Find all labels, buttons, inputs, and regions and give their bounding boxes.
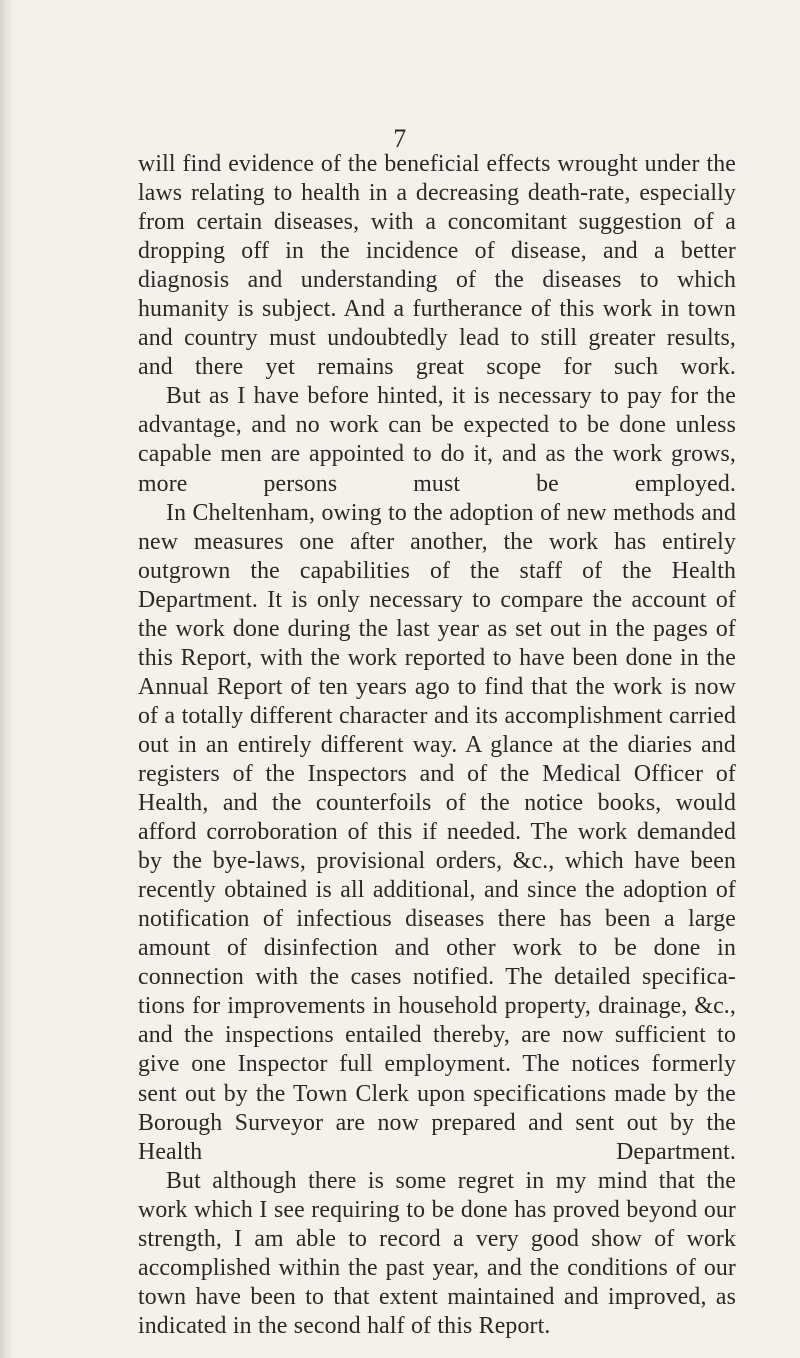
- paragraph-2: But as I have before hinted, it is necessary to pay for the advantage, and no work can be expected to be done unless capable men are appointed to do it, and as the work grows, more persons must be employed.: [138, 383, 736, 497]
- scan-edge-shadow: [0, 0, 14, 1358]
- paragraph-4: But although there is some regret in my mind that the work which I see requiring to be done has proved beyond our strength, I am able to record a very good show of work accomplished within the past year, and the conditions of our town have been to that extent maintained and improved, as indicated in the second half of this Report.: [138, 1167, 736, 1339]
- paragraph-1: will find evidence of the beneficial effects wrought under the laws relating to health in a decreasing death-rate, especially from certain diseases, with a concomitant suggestion of a dropping off in the incidence of disease, and a better diagnosis and understanding of the diseases to which humanity is subject. And a furtherance of this work in town and country must undoubtedly lead to still greater results, and there yet remains great scope for such work.: [138, 151, 736, 381]
- page-number: 7: [393, 124, 407, 153]
- body-text: [138, 150, 736, 1341]
- paragraph-3: In Cheltenham, owing to the adoption of new methods and new measures one after another, the work has entirely outgrown the capabilities of the staff of the Health Department. It is only necessary to compare the account of the work done during the last year as set out in the pages of this Report, with the work reported to have been done in the Annual Report of ten years ago to find that the work is now of a totally different character and its accomplishment carried out in an entirely different way. A glance at the diaries and registers of the Inspectors and of the Medical Officer of Health, and the counterfoils of the notice books, would afford corroboration of this if needed. The work demanded by the bye-laws, provisional orders, &c., which have been recently obtained is all additional, and since the adoption of notification of infectious diseases there has been a large amount of disinfection and other work to be done in connection with the cases notified. The detailed specifica- tions for improvements in household property, drainage, &c., and the inspections entailed thereby, are now sufficient to give one Inspector full employment. The notices formerly sent out by the Town Clerk upon specifications made by the Borough Surveyor are now prepared and sent out by the Health Department.: [138, 499, 736, 1165]
